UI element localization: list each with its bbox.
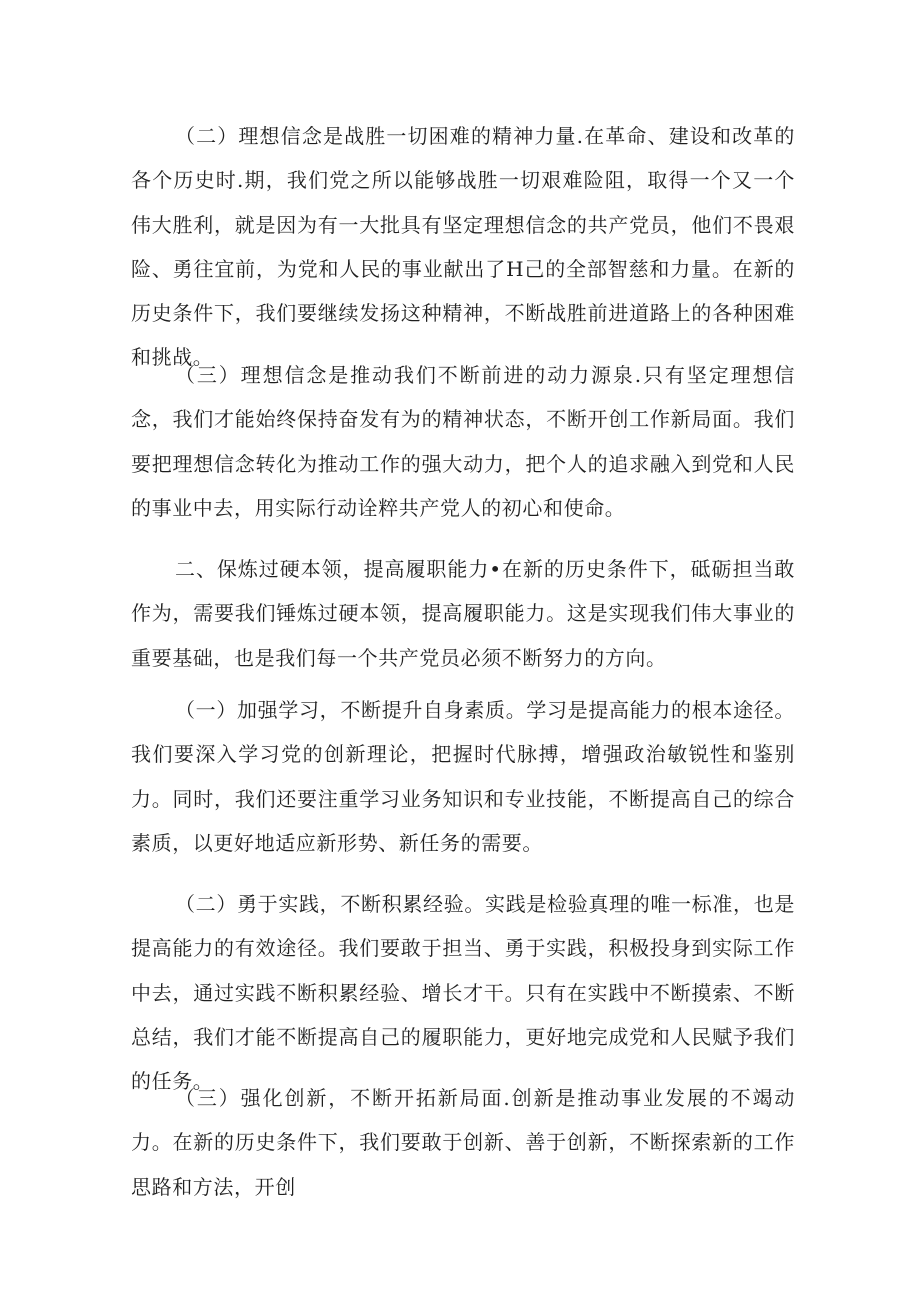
paragraph-ideals-driving-force: （三）理想信念是推动我们不断前进的动力源泉.只有坚定理想信念，我们才能始终保持奋发有为的精神状态，不断开创工作新局面。我们要把理想信念转化为推动工作的强大动力，把个人的追求融入到党和人民的事业中去，用实际行动诠粹共产党人的初心和使命。: [131, 363, 795, 520]
paragraph-section-two-heading: 二、保炼过硬本领，提高履职能力•在新的历史条件下，砥砺担当敢作为，需要我们锤炼过硬本领，提高履职能力。这是实现我们伟大事业的重要基础，也是我们每一个共产党员必须不断努力的方向。: [131, 557, 795, 670]
paragraph-innovation: （三）强化创新，不断开拓新局面.创新是推动事业发展的不竭动力。在新的历史条件下，我们要敢于创新、善于创新，不断探索新的工作思路和方法，开创: [131, 1086, 795, 1199]
paragraph-strengthen-learning: （一）加强学习，不断提升自身素质。学习是提高能力的根本途径。我们要深入学习党的创新理论，把握时代脉搏，增强政治敏锐性和鉴别力。同时，我们还要注重学习业务知识和专业技能，不断提高自己的综合素质，以更好地适应新形势、新任务的需要。: [131, 698, 795, 855]
paragraph-practice-experience: （二）勇于实践，不断积累经验。实践是检验真理的唯一标准，也是提高能力的有效途径。我们要敢于担当、勇于实践，积极投身到实际工作中去，通过实践不断积累经验、增长才干。只有在实践中不断摸索、不断总结，我们才能不断提高自己的履职能力，更好地完成党和人民赋予我们的任务。: [131, 892, 795, 1094]
paragraph-ideals-overcome-difficulties: （二）理想信念是战胜一切困难的精神力量.在革命、建设和改革的各个历史时.期，我们党之所以能够战胜一切艰难险阻，取得一个又一个伟大胜利，就是因为有一大批具有坚定理想信念的共产党员，他们不畏艰险、勇往宜前，为党和人民的事业献出了H己的全部智慈和力量。在新的历史条件下，我们要继续发扬这种精神，不断战胜前进道路上的各种困难和挑战。: [131, 124, 795, 370]
